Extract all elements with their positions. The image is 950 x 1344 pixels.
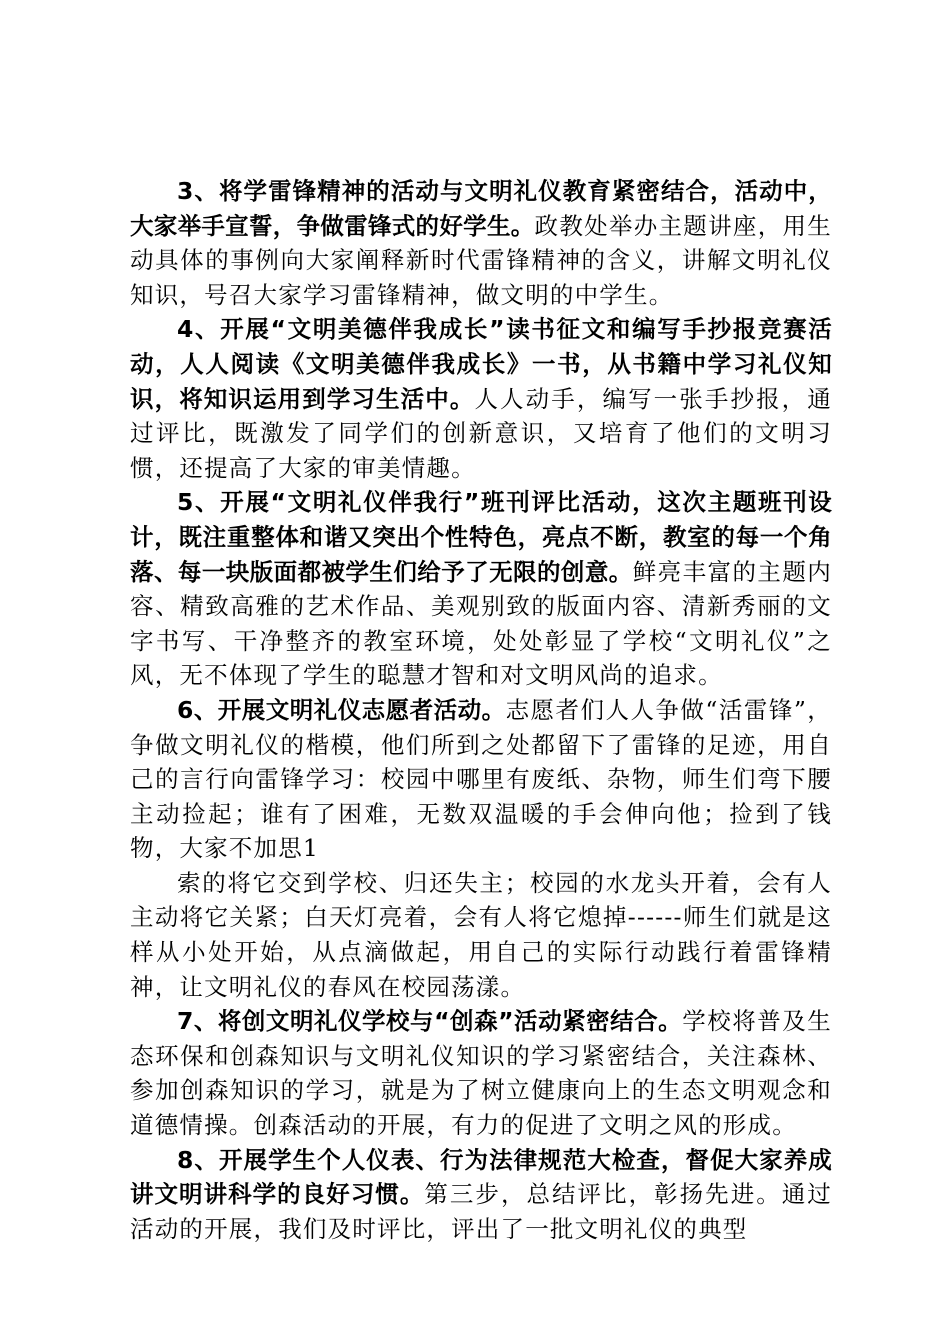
paragraph-lead: 5、开展“文明礼仪伴我行”班刊评比活动，这次主题班刊设计，既注重整体和谐又突出个性特色，亮点不断，教室的每一个角落、每一块版面都被学生们给予了无限的创意。: [130, 488, 832, 586]
paragraph-6: [130, 693, 832, 866]
paragraph-body: 索的将它交到学校、归还失主；校园的水龙头开着，会有人主动将它关紧；白天灯亮着，会有人将它熄掉------师生们就是这样从小处开始，从点滴做起，用自己的实际行动践行着雷锋精神，让文明礼仪的春风在校园荡漾。: [130, 868, 832, 1001]
paragraph-7: [130, 1004, 832, 1142]
paragraph-8: [130, 1143, 832, 1247]
paragraph-body: 第三步，总结评比，彰扬先进。通过活动的开展，我们及时评比，评出了一批文明礼仪的典型: [130, 1180, 832, 1243]
paragraph-lead: 8、开展学生个人仪表、行为法律规范大检查，督促大家养成讲文明讲科学的良好习惯。: [130, 1145, 832, 1209]
document-page: [130, 174, 832, 1246]
paragraph-body: 政教处举办主题讲座，用生动具体的事例向大家阐释新时代雷锋精神的含义，讲解文明礼仪知识，号召大家学习雷锋精神，做文明的中学生。: [130, 211, 832, 309]
paragraph-body: 鲜亮丰富的主题内容、精致高雅的艺术作品、美观别致的版面内容、清新秀丽的文字书写、干净整齐的教室环境，处处彰显了学校“文明礼仪”之风，无不体现了学生的聪慧才智和对文明风尚的追求。: [130, 557, 832, 690]
paragraph-body: 志愿者们人人争做“活雷锋”，争做文明礼仪的楷模，他们所到之处都留下了雷锋的足迹，用自己的言行向雷锋学习：校园中哪里有废纸、杂物，师生们弯下腰主动捡起；谁有了困难，无数双温暖的手会伸向他；捡到了钱物，大家不加思1: [130, 695, 833, 863]
paragraph-body: 学校将普及生态环保和创森知识与文明礼仪知识的学习紧密结合，关注森林、参加创森知识的学习，就是为了树立健康向上的生态文明观念和道德情操。创森活动的开展，有力的促进了文明之风的形成。: [130, 1007, 833, 1140]
paragraph-lead: 3、将学雷锋精神的活动与文明礼仪教育紧密结合，活动中，大家举手宣誓，争做雷锋式的好学生。: [130, 177, 832, 240]
paragraph-4: [130, 312, 832, 485]
paragraph-3: [130, 174, 832, 312]
paragraph-lead: 4、开展“文明美德伴我成长”读书征文和编写手抄报竞赛活动，人人阅读《文明美德伴我成长》一书，从书籍中学习礼仪知识，将知识运用到学习生活中。: [130, 315, 832, 413]
paragraph-5: [130, 485, 832, 693]
paragraph-body: 人人动手，编写一张手抄报，通过评比，既激发了同学们的创新意识，又培育了他们的文明习惯，还提高了大家的审美情趣。: [130, 384, 832, 482]
paragraph-6-continued: [130, 866, 832, 1004]
paragraph-lead: 6、开展文明礼仪志愿者活动。: [177, 695, 506, 724]
paragraph-lead: 7、将创文明礼仪学校与“创森”活动紧密结合。: [177, 1007, 683, 1036]
